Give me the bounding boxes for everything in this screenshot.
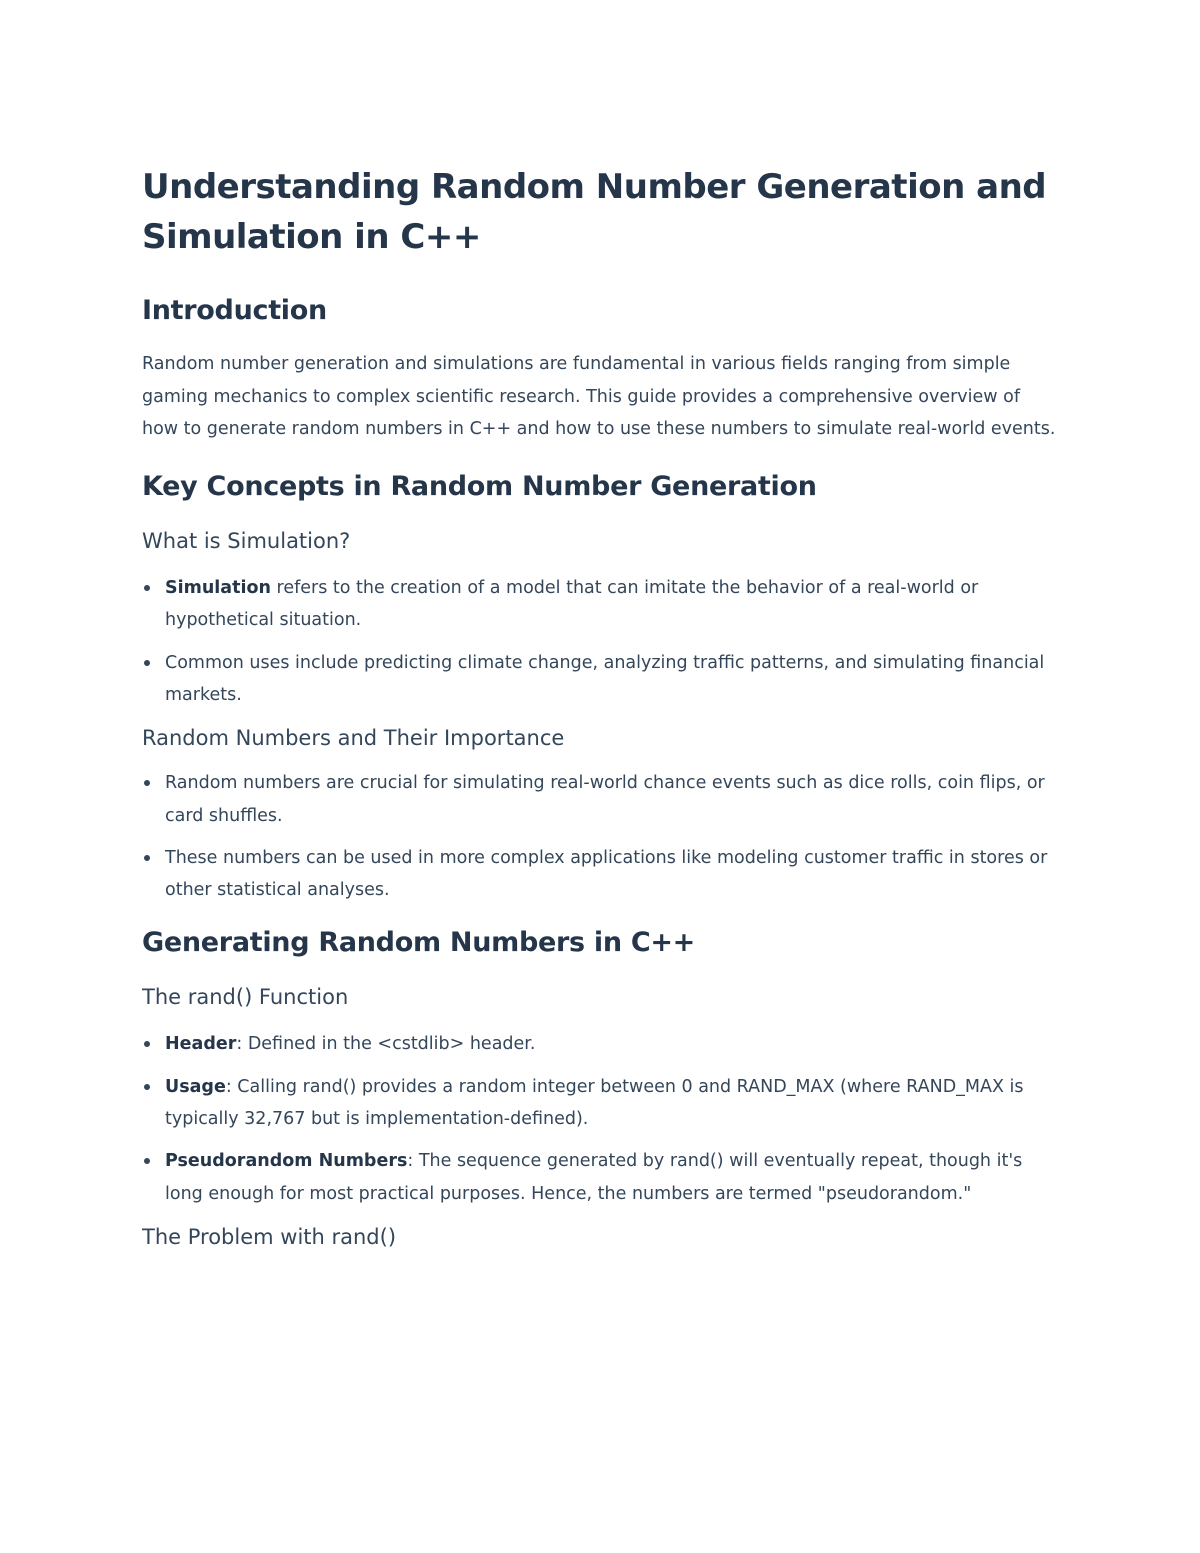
document-page bbox=[142, 162, 1057, 1252]
list-item-term: Header bbox=[165, 1034, 237, 1055]
section-heading-generating: Generating Random Numbers in C++ bbox=[142, 927, 696, 959]
bullet-icon bbox=[144, 1041, 150, 1047]
document-title: Understanding Random Number Generation and Simulation in C++ bbox=[142, 167, 1047, 257]
introduction-paragraph: Random number generation and simulations are fundamental in various fields ranging from simple gaming mechanics to complex scientific research. This guide provides a comprehensive overview of how to generate random numbers in C++ and how to use these numbers to simulate real-world events. bbox=[142, 354, 1056, 440]
subheading-what-is-simulation: What is Simulation? bbox=[142, 529, 351, 554]
section-heading-introduction: Introduction bbox=[142, 295, 327, 326]
bullet-icon bbox=[144, 1084, 150, 1090]
list-item-text: Random numbers are crucial for simulating real-world chance events such as dice rolls, coin flips, or card shuffles. bbox=[165, 773, 1045, 826]
list-item bbox=[142, 572, 1057, 637]
list-item bbox=[142, 767, 1057, 832]
list-item-term: Pseudorandom Numbers bbox=[165, 1151, 408, 1172]
bullet-icon bbox=[144, 1158, 150, 1164]
list-item-text: : The sequence generated by rand() will eventually repeat, though it's long enough for most practical purposes. Hence, the numbers are termed "pseudorandom." bbox=[165, 1151, 1023, 1204]
rand-function-list bbox=[142, 1028, 1057, 1209]
subheading-problem-with-rand: The Problem with rand() bbox=[142, 1224, 397, 1249]
random-numbers-list bbox=[142, 767, 1057, 906]
bullet-icon bbox=[144, 780, 150, 786]
list-item-term: Simulation bbox=[165, 578, 271, 599]
list-item-text: These numbers can be used in more complex applications like modeling customer traffic in stores or other statistical analyses. bbox=[165, 847, 1048, 901]
list-item-text: refers to the creation of a model that can imitate the behavior of a real-world or hypothetical situation. bbox=[165, 578, 979, 631]
subheading-rand-function: The rand() Function bbox=[142, 985, 349, 1010]
list-item-text: : Defined in the <cstdlib> header. bbox=[236, 1034, 536, 1055]
list-item-term: Usage bbox=[165, 1076, 226, 1097]
subheading-random-numbers-importance: Random Numbers and Their Importance bbox=[142, 726, 565, 751]
list-item-text: Common uses include predicting climate change, analyzing traffic patterns, and simulating financial markets. bbox=[165, 652, 1045, 705]
list-item bbox=[142, 647, 1057, 712]
list-item bbox=[142, 842, 1057, 907]
list-item bbox=[142, 1071, 1057, 1136]
bullet-icon bbox=[144, 660, 150, 666]
bullet-icon bbox=[144, 855, 150, 861]
simulation-list bbox=[142, 572, 1057, 711]
section-heading-key-concepts: Key Concepts in Random Number Generation bbox=[142, 471, 817, 503]
list-item bbox=[142, 1145, 1057, 1210]
bullet-icon bbox=[144, 585, 150, 591]
list-item-text: : Calling rand() provides a random integer between 0 and RAND_MAX (where RAND_MAX is typically 32,767 but is implementation-defined). bbox=[165, 1076, 1024, 1130]
list-item bbox=[142, 1028, 1057, 1060]
